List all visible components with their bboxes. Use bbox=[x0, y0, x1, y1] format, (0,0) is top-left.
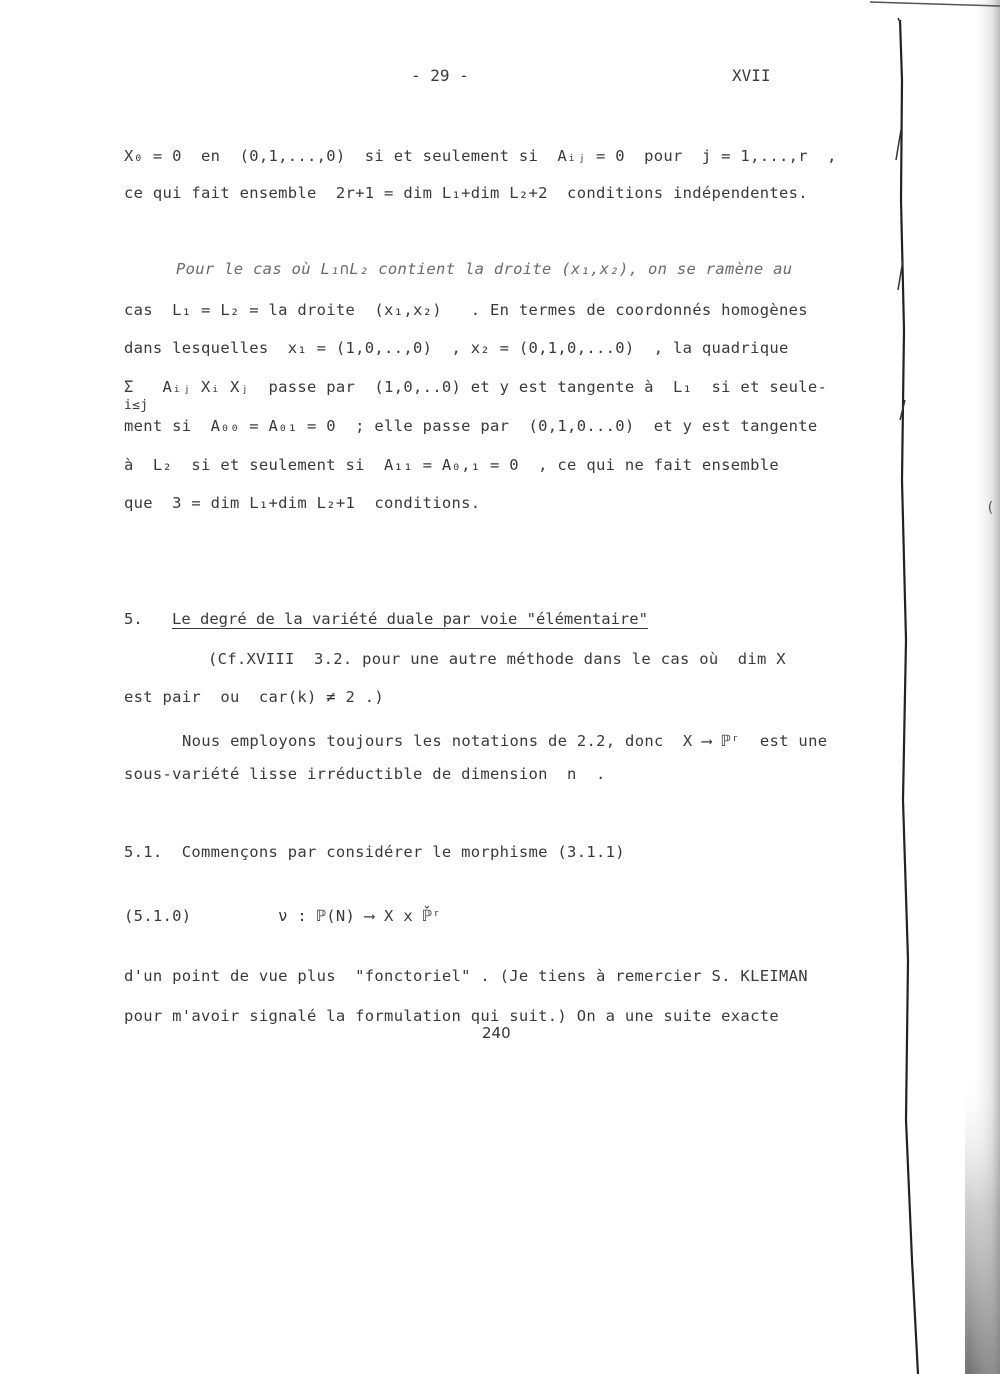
page-folio: 240 bbox=[482, 1024, 511, 1042]
subsection-line: 5.1. Commençons par considérer le morphisme (3.1.1) bbox=[124, 843, 625, 861]
sum-index: i≤j bbox=[124, 398, 149, 413]
body-line: à L₂ si et seulement si A₁₁ = A₀,₁ = 0 , ce qui ne fait ensemble bbox=[124, 456, 779, 474]
body-line: ce qui fait ensemble 2r+1 = dim L₁+dim L₂+2 conditions indépendentes. bbox=[124, 184, 808, 202]
handwritten-line: Pour le cas où L₁∩L₂ contient la droite (x₁,x₂), on se ramène au bbox=[176, 260, 793, 278]
body-line: dans lesquelles x₁ = (1,0,..,0) , x₂ = (0,1,0,...0) , la quadrique bbox=[124, 339, 789, 357]
section-title: Le degré de la variété duale par voie "élémentaire" bbox=[172, 610, 648, 628]
body-line: d'un point de vue plus "fonctoriel" . (Je tiens à remercier S. KLEIMAN bbox=[124, 967, 808, 985]
section-number: 5. bbox=[124, 610, 143, 628]
body-line: Σ Aᵢⱼ Xᵢ Xⱼ passe par (1,0,..0) et y est tangente à L₁ si et seule- bbox=[124, 378, 828, 396]
margin-mark: ( bbox=[986, 500, 995, 516]
equation-line: (5.1.0) ν : ℙ(N) ⟶ X x ℙ̌ʳ bbox=[124, 907, 442, 925]
body-line: sous-variété lisse irréductible de dimension n . bbox=[124, 765, 606, 783]
binding-shadow bbox=[870, 0, 1000, 1374]
chapter-label: XVII bbox=[732, 66, 771, 85]
page-number: - 29 - bbox=[411, 66, 469, 85]
body-line: X₀ = 0 en (0,1,...,0) si et seulement si Aᵢⱼ = 0 pour j = 1,...,r , bbox=[124, 147, 837, 165]
body-line: Nous employons toujours les notations de 2.2, donc X ⟶ ℙʳ est une bbox=[182, 732, 828, 750]
body-line: que 3 = dim L₁+dim L₂+1 conditions. bbox=[124, 494, 481, 512]
body-line: pour m'avoir signalé la formulation qui suit.) On a une suite exacte bbox=[124, 1007, 779, 1025]
body-line: cas L₁ = L₂ = la droite (x₁,x₂) . En termes de coordonnés homogènes bbox=[124, 301, 808, 319]
body-line: est pair ou car(k) ≠ 2 .) bbox=[124, 688, 385, 706]
body-line: (Cf.XVIII 3.2. pour une autre méthode dans le cas où dim X bbox=[208, 650, 786, 668]
body-line: ment si A₀₀ = A₀₁ = 0 ; elle passe par (0,1,0...0) et y est tangente bbox=[124, 417, 818, 435]
